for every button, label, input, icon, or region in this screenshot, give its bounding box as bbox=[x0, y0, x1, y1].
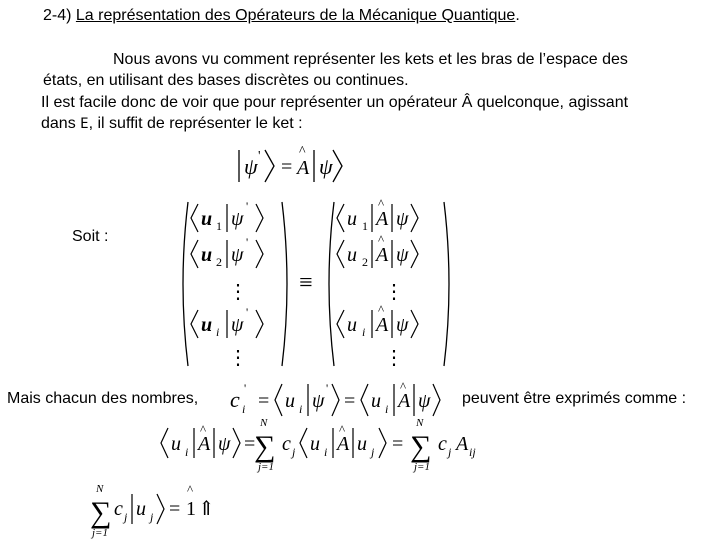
cl-one: 1 bbox=[186, 498, 196, 520]
rc-r1-hat: ^ bbox=[378, 196, 385, 211]
rc-ri-A: A bbox=[376, 314, 389, 336]
rc-ri-psi: ψ bbox=[396, 314, 409, 336]
rc-r1-u: u bbox=[347, 208, 357, 230]
lc-ri-psi: ψ bbox=[231, 314, 244, 336]
left-column-matrix-svg bbox=[176, 198, 294, 370]
eq-equals-1: = bbox=[258, 390, 270, 412]
right-column-matrix bbox=[322, 198, 456, 370]
ex-u-3-sub: j bbox=[371, 445, 375, 459]
equation-ket-transform bbox=[236, 146, 346, 186]
paragraph-line-2: états, en utilisant des bases discrètes ou continues. bbox=[43, 72, 409, 89]
mais-label: Mais chacun des nombres, bbox=[7, 390, 199, 407]
rc-r2-A: A bbox=[376, 244, 389, 266]
rc-ri-hat: ^ bbox=[378, 302, 385, 317]
rc-r2-u: u bbox=[347, 244, 357, 266]
lc-r1-sub: 1 bbox=[216, 219, 222, 233]
ex-equals-1: = bbox=[244, 433, 256, 455]
ex-A-3: A bbox=[456, 433, 469, 455]
ex-c-1: c bbox=[282, 433, 291, 455]
paragraph-line-4-post: , il suffit de représenter le ket : bbox=[88, 115, 303, 132]
lc-r2-u: u bbox=[201, 244, 213, 266]
eq-c: c bbox=[230, 387, 240, 412]
equation-coefficient-svg bbox=[228, 380, 458, 420]
left-column-matrix bbox=[176, 198, 294, 370]
lc-r1-prime: ' bbox=[246, 199, 249, 213]
rc-r1-psi: ψ bbox=[396, 208, 409, 230]
ex-sum2-top: N bbox=[416, 417, 424, 429]
ex-sum1-bottom: j=1 bbox=[258, 461, 274, 473]
lc-ri-u: u bbox=[201, 314, 213, 336]
equation-ket-transform-svg bbox=[236, 146, 346, 186]
lc-ri-prime: ' bbox=[246, 305, 249, 319]
eq-psi-1-prime: ' bbox=[326, 381, 329, 395]
ex-A-3-sub: ij bbox=[469, 445, 476, 459]
cl-hat: ^ bbox=[187, 482, 194, 497]
eq-c-sub: i bbox=[242, 402, 246, 416]
ex-u-1: u bbox=[171, 433, 181, 455]
lc-r2-sub: 2 bbox=[216, 255, 222, 269]
rc-vdots-2: ⋮ bbox=[384, 347, 404, 369]
equation-closure bbox=[86, 482, 226, 540]
ex-sigma-1: ∑ bbox=[254, 430, 276, 463]
eq1-prime: ' bbox=[258, 149, 261, 164]
paragraph-line-3: Il est facile donc de voir que pour représenter un opérateur Â quelconque, agissant bbox=[41, 94, 629, 111]
ex-sum1-top: N bbox=[260, 417, 268, 429]
eq-equals-2: = bbox=[344, 390, 356, 412]
rc-ri-u: u bbox=[347, 314, 357, 336]
eq-A: A bbox=[398, 390, 411, 412]
lc-r1-psi: ψ bbox=[231, 208, 244, 230]
ex-hat-2: ^ bbox=[339, 422, 346, 437]
eq-hat: ^ bbox=[400, 379, 407, 394]
cl-c: c bbox=[114, 498, 123, 520]
right-column-matrix-svg bbox=[322, 198, 456, 370]
rc-r1-A: A bbox=[376, 208, 389, 230]
rc-vdots-1: ⋮ bbox=[384, 281, 404, 303]
ex-A-1: A bbox=[198, 433, 211, 455]
section-number: 2-4) bbox=[43, 7, 72, 24]
cl-u: u bbox=[136, 498, 146, 520]
ex-equals-2: = bbox=[392, 433, 404, 455]
ex-c-1-sub: j bbox=[292, 445, 296, 459]
section-heading bbox=[43, 6, 520, 26]
eq-psi-1: ψ bbox=[312, 390, 325, 412]
lc-ri-sub: i bbox=[216, 325, 220, 339]
ex-A-2: A bbox=[337, 433, 350, 455]
ex-u-2: u bbox=[310, 433, 320, 455]
equation-expansion-svg bbox=[158, 416, 488, 474]
lc-vdots-2: ⋮ bbox=[228, 347, 248, 369]
rc-r1-sub: 1 bbox=[362, 219, 368, 233]
peuvent-label: peuvent être exprimés comme : bbox=[462, 390, 687, 407]
lc-r1-u: u bbox=[201, 208, 213, 230]
ex-hat-1: ^ bbox=[200, 422, 207, 437]
eq1-hat: ^ bbox=[299, 144, 306, 159]
cl-sum-top: N bbox=[96, 483, 104, 495]
ex-u-3: u bbox=[357, 433, 367, 455]
paragraph-line-4 bbox=[41, 114, 303, 134]
cl-last-glyph: ⇑ bbox=[198, 498, 215, 520]
lc-r2-prime: ' bbox=[246, 235, 249, 249]
ex-sum2-bottom: j=1 bbox=[414, 461, 430, 473]
lc-r2-psi: ψ bbox=[231, 244, 244, 266]
ex-u-2-sub: i bbox=[324, 445, 328, 459]
eq-psi-2: ψ bbox=[418, 390, 431, 412]
paragraph-line-4-pre: dans bbox=[41, 115, 76, 132]
equivalence-sign: ≡ bbox=[299, 270, 313, 296]
equation-expansion bbox=[158, 416, 488, 474]
section-title: La représentation des Opérateurs de la Mécanique Quantique bbox=[75, 7, 516, 24]
ex-c-2-sub: j bbox=[448, 445, 452, 459]
space-symbol-E: E bbox=[80, 116, 89, 132]
cl-c-sub: j bbox=[124, 510, 128, 524]
eq1-psi-2: ψ bbox=[319, 154, 333, 179]
equation-closure-svg bbox=[86, 482, 226, 540]
eq1-A: A bbox=[297, 157, 310, 179]
ex-sigma-2: ∑ bbox=[410, 430, 432, 463]
ex-psi: ψ bbox=[218, 433, 231, 455]
cl-equals: = bbox=[169, 498, 181, 520]
ex-c-2: c bbox=[438, 433, 447, 455]
rc-r2-sub: 2 bbox=[362, 255, 368, 269]
cl-sum-bottom: j=1 bbox=[92, 527, 108, 539]
rc-r2-hat: ^ bbox=[378, 232, 385, 247]
rc-ri-sub: i bbox=[362, 325, 366, 339]
equation-coefficient bbox=[228, 380, 458, 420]
lc-vdots-1: ⋮ bbox=[228, 281, 248, 303]
paragraph-line-1: Nous avons vu comment représenter les kets et les bras de l’espace des bbox=[113, 51, 628, 68]
eq1-equals: = bbox=[281, 156, 293, 178]
soit-label: Soit : bbox=[72, 228, 109, 245]
eq-c-prime: ' bbox=[244, 381, 247, 395]
rc-r2-psi: ψ bbox=[396, 244, 409, 266]
eq-u-2-sub: i bbox=[385, 402, 389, 416]
eq1-psi: ψ bbox=[244, 154, 258, 179]
cl-u-sub: j bbox=[150, 510, 154, 524]
section-period: . bbox=[515, 7, 520, 24]
ex-u-1-sub: i bbox=[185, 445, 189, 459]
eq-u-2: u bbox=[371, 390, 381, 412]
eq-u-1: u bbox=[285, 390, 295, 412]
eq-u-1-sub: i bbox=[299, 402, 303, 416]
cl-sigma: ∑ bbox=[90, 496, 112, 529]
